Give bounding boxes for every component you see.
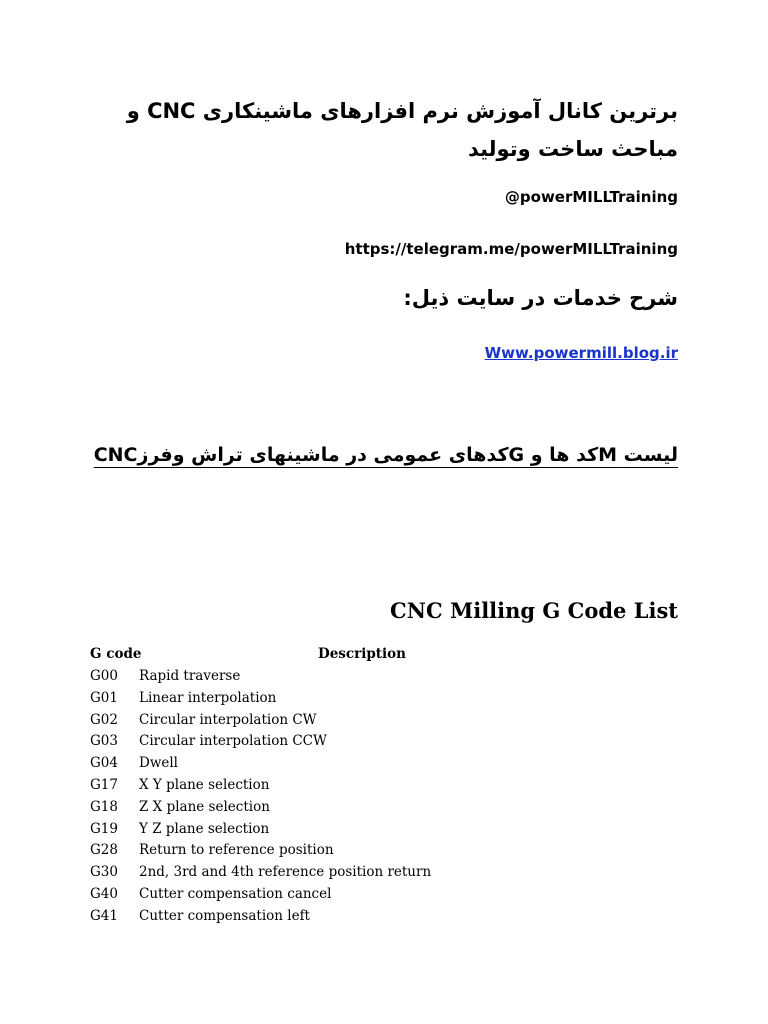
column-header-description: Description	[318, 646, 406, 662]
telegram-handle: @powerMILLTraining	[504, 188, 678, 206]
table-row	[90, 906, 690, 928]
list-title-english: CNC Milling G Code List	[390, 598, 678, 623]
table-row	[90, 884, 690, 906]
table-row	[90, 753, 690, 775]
description-cell: Return to reference position	[139, 842, 334, 859]
table-row	[90, 819, 690, 841]
list-title-persian: لیست Mکد ها و Gکدهای عمومی در ماشینهای تراش وفرزCNC	[93, 444, 678, 466]
channel-heading: برترین کانال آموزش نرم افزارهای ماشینکاری CNC و مباحث ساخت وتولید	[126, 99, 678, 161]
table-row	[90, 862, 690, 884]
table-row	[90, 710, 690, 732]
g-code-cell: G19	[90, 820, 118, 837]
telegram-link: https://telegram.me/powerMILLTraining	[344, 240, 678, 258]
description-cell: Rapid traverse	[139, 668, 241, 684]
description-cell: Linear interpolation	[139, 689, 277, 706]
description-cell: Y Z plane selection	[139, 820, 270, 837]
g-code-cell: G28	[90, 842, 118, 859]
g-code-cell: G41	[90, 907, 118, 924]
table-row	[90, 688, 690, 710]
g-code-cell: G04	[90, 755, 118, 772]
table-row	[90, 775, 690, 797]
services-label: شرح خدمات در سایت ذیل:	[403, 286, 678, 310]
description-cell: Cutter compensation cancel	[139, 885, 332, 902]
g-code-table	[90, 666, 690, 928]
g-code-cell: G40	[90, 885, 118, 902]
g-code-cell: G17	[90, 776, 118, 793]
table-row	[90, 731, 690, 753]
table-row	[90, 840, 690, 862]
g-code-cell: G18	[90, 798, 118, 815]
description-cell: Cutter compensation left	[139, 907, 310, 924]
description-cell: Circular interpolation CW	[139, 711, 317, 728]
g-code-cell: G01	[90, 689, 118, 706]
description-cell: 2nd, 3rd and 4th reference position return	[139, 864, 432, 881]
column-header-code: G code	[90, 646, 142, 662]
table-row	[90, 797, 690, 819]
table-row	[90, 666, 690, 688]
description-cell: X Y plane selection	[139, 776, 270, 793]
g-code-cell: G02	[90, 711, 118, 728]
website-link[interactable]: Www.powermill.blog.ir	[484, 344, 678, 362]
description-cell: Circular interpolation CCW	[139, 733, 327, 750]
g-code-cell: G30	[90, 864, 118, 881]
g-code-cell: G03	[90, 733, 118, 750]
g-code-cell: G00	[90, 668, 118, 684]
description-cell: Dwell	[139, 755, 179, 772]
description-cell: Z X plane selection	[139, 798, 270, 815]
